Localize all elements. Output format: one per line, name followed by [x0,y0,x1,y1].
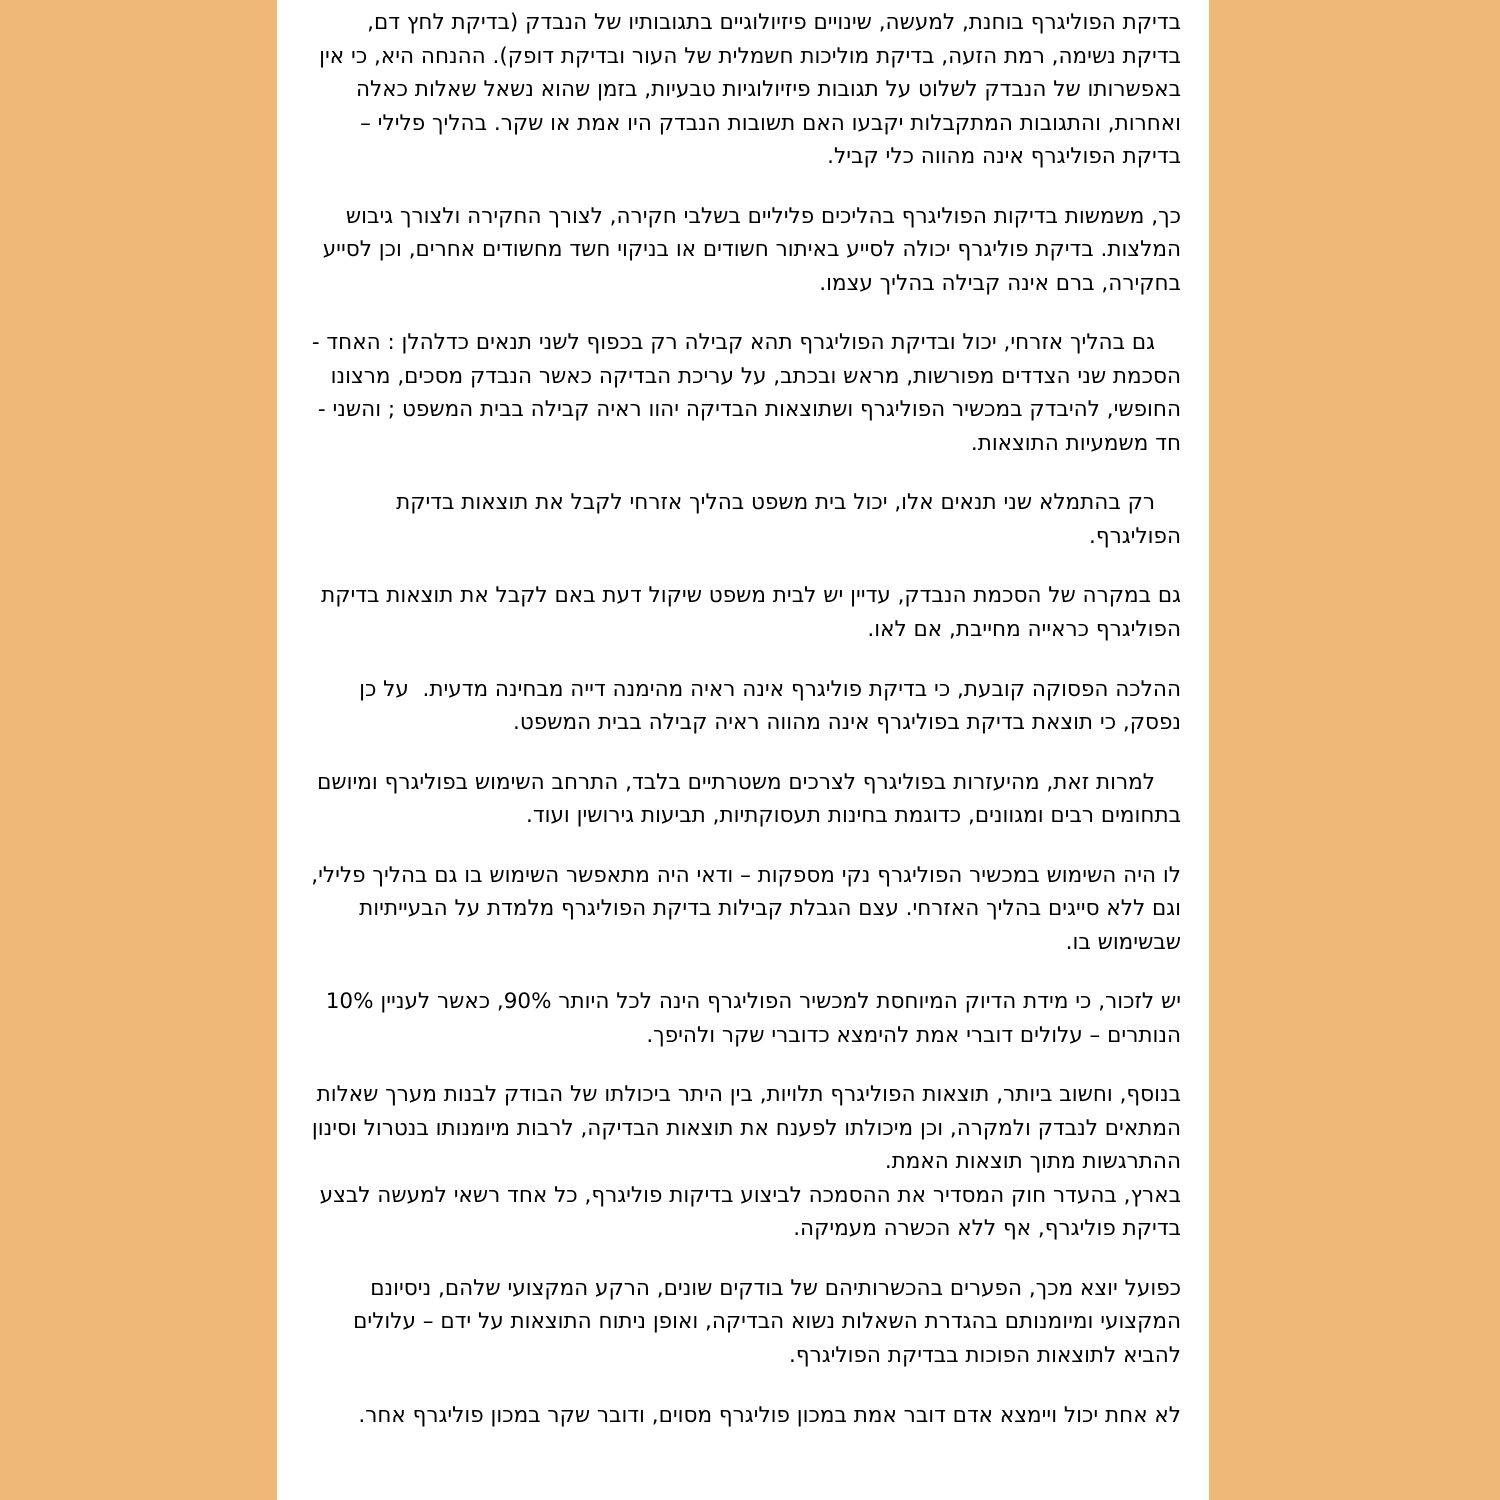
paragraph: בארץ, בהעדר חוק המסדיר את ההסמכה לביצוע בדיקות פוליגרף, כל אחד רשאי למעשה לבצע בדיקת פוליגרף, אף ללא הכשרה מעמיקה. [312,1182,1181,1242]
paragraph: למרות זאת, מהיעזרות בפוליגרף לצרכים משטרתיים בלבד, התרחב השימוש בפוליגרף ומיושם בתחומים רבים ומגוונים, כדוגמת בחינות תעסוקתיות, תביעות גירושין ועוד. [310,769,1181,829]
paragraph: רק בהתמלא שני תנאים אלו, יכול בית משפט בהליך אזרחי לקבל את תוצאות בדיקת הפוליגרף. [389,490,1181,549]
paragraph: ההלכה הפסוקה קובעת, כי בדיקת פוליגרף אינה ראיה מהימנה דייה מבחינה מדעית. על כן נפסק, כי תוצאת בדיקת בפוליגרף אינה מהווה ראיה קבילה בבית המשפט. [352,676,1181,736]
paragraph: גם במקרה של הסכמת הנבדק, עדיין יש לבית משפט שיקול דעת באם לקבל את תוצאות בדיקת הפוליגרף כראייה מחייבת, אם לאו. [314,583,1181,642]
paragraph: גם בהליך אזרחי, יכול ובדיקת הפוליגרף תהא קבילה רק בכפוף לשני תנאים כדלהלן : האחד - הסכמת שני הצדדים מפורשות, מראש ובכתב, על עריכת הבדיקה כאשר הנבדק מסכים, מרצונו החופשי, להיבדק במכשיר הפוליגרף ושתוצאות הבדיקה יהוו ראיה קבילה בבית המשפט ; והשני - חד משמעיות התוצאות. [305,330,1181,456]
paragraph: יש לזכור, כי מידת הדיוק המיוחסת למכשיר הפוליגרף הינה לכל היותר 90%, כאשר לעניין 10% הנותרים – עלולים דוברי אמת להימצא כדוברי שקר ולהיפך. [318,989,1181,1048]
paragraph: לא אחת יכול ויימצא אדם דובר אמת במכון פוליגרף מסוים, ודובר שקר במכון פוליגרף אחר. [358,1402,1181,1428]
document-body [305,0,1181,1432]
paragraph: בדיקת הפוליגרף בוחנת, למעשה, שינויים פיזיולוגיים בתגובותיו של הנבדק (בדיקת לחץ דם, בדיקת נשימה, רמת הזעה, בדיקת מוליכות חשמלית של העור ובדיקת דופק). ההנחה היא, כי אין באפשרותו של הנבדק לשלוט על תגובות פיזיולוגיות טבעיות, בזמן שהוא נשאל שאלות כאלה ואחרות, והתגובות המתקבלות יקבעו האם תשובות הנבדק היו אמת או שקר. בהליך פלילי – בדיקת הפוליגרף אינה מהווה כלי קביל. [312,10,1181,170]
paragraph: לו היה השימוש במכשיר הפוליגרף נקי מספקות – ודאי היה מתאפשר השימוש בו גם בהליך פלילי, וגם ללא סייגים בהליך האזרחי. עצם הגבלת קבילות בדיקת הפוליגרף מלמדת על הבעייתיות שבשימוש בו. [304,862,1181,955]
paragraph: כפועל יוצא מכך, הפערים בהכשרותיהם של בודקים שונים, הרקע המקצועי שלהם, ניסיונם המקצועי ומיומנותם בהגדרת השאלות נשוא הבדיקה, ואופן ניתוח התוצאות על ידם – עלולים להביא לתוצאות הפוכות בבדיקת הפוליגרף. [346,1275,1181,1368]
document-page [277,0,1209,1500]
paragraph: כך, משמשות בדיקות הפוליגרף בהליכים פליליים בשלבי חקירה, לצורך החקירה ולצורך גיבוש המלצות. בדיקת פוליגרף יכולה לסייע באיתור חשודים או בניקוי חשד מחשודים אחרים, וכן לסייע בחקירה, ברם אינה קבילה בהליך עצמו. [315,203,1181,296]
paragraph: בנוסף, וחשוב ביותר, תוצאות הפוליגרף תלויות, בין היתר ביכולתו של הבודק לבנות מערך שאלות המתאים לנבדק ולמקרה, וכן מיכולתו לפענח את תוצאות הבדיקה, לרבות מיומנותו בנטרול וסינון ההתרגשות מתוך תוצאות האמת. [305,1082,1181,1175]
